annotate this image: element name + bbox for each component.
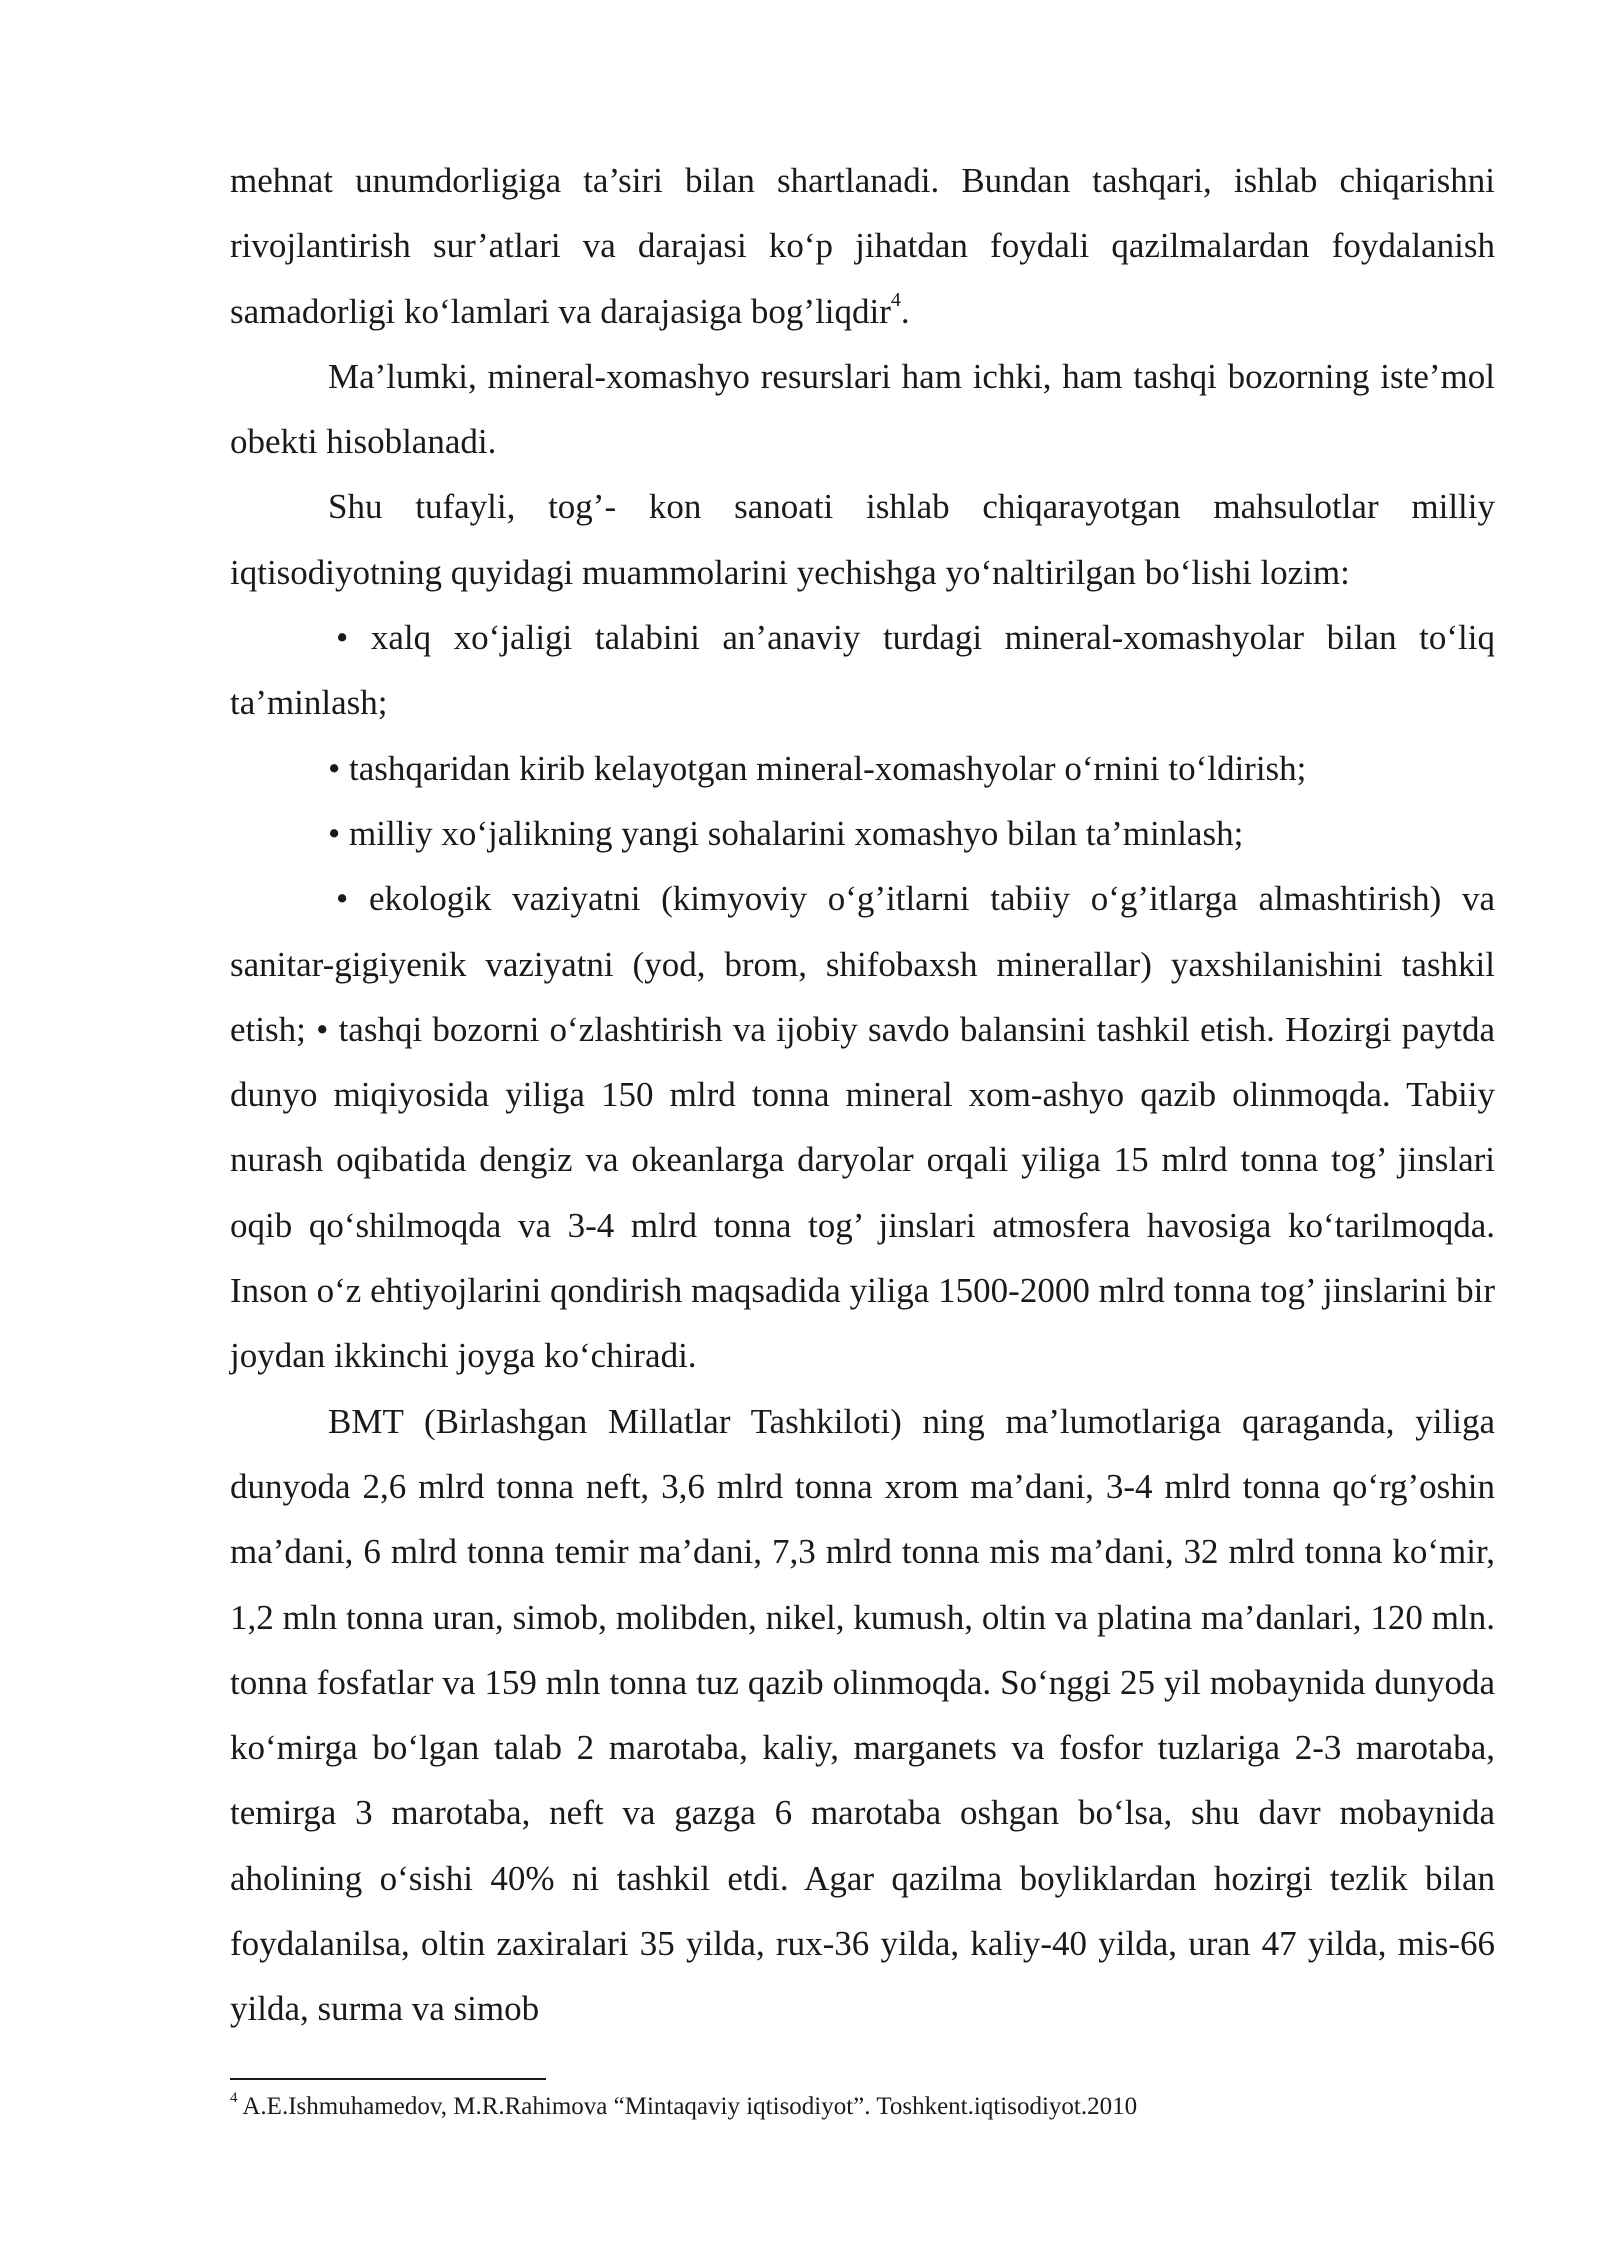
bullet-item-3: • milliy xoʻjalikning yangi sohalarini xomashyo bilan ta’minlash; <box>328 813 1244 853</box>
bullet-item-2: • tashqaridan kirib kelayotgan mineral-xomashyolar oʻrnini toʻldirish; <box>328 748 1307 788</box>
paragraph-1 <box>230 148 1495 344</box>
document-body <box>230 148 1495 2042</box>
footnote-text: A.E.Ishmuhamedov, M.R.Rahimova “Mintaqaviy iqtisodiyot”. Toshkent.iqtisodiyot.2010 <box>237 2093 1138 2120</box>
footnote-reference[interactable]: 4 <box>890 288 901 311</box>
paragraph-2: Ma’lumki, mineral-xomashyo resurslari ham ichki, ham tashqi bozorning iste’mol obekti hisoblanadi. <box>230 356 1495 462</box>
paragraph-4: BMT (Birlashgan Millatlar Tashkiloti) ning ma’lumotlariga qaraganda, yiliga dunyoda 2,6 mlrd tonna neft, 3,6 mlrd tonna xrom ma’dani, 3-4 mlrd tonna qoʻrg’oshin ma’dani, 6 mlrd tonna temir ma’dani, 7,3 mlrd tonna mis ma’dani, 32 mlrd tonna koʻmir, 1,2 mln tonna uran, simob, molibden, nikel, kumush, oltin va platina ma’danlari, 120 mln. tonna fosfatlar va 159 mln tonna tuz qazib olinmoqda. Soʻnggi 25 yil mobaynida dunyoda koʻmirga boʻlgan talab 2 marotaba, kaliy, marganets va fosfor tuzlariga 2-3 marotaba, temirga 3 marotaba, neft va gazga 6 marotaba oshgan boʻlsa, shu davr mobaynida aholining oʻsishi 40% ni tashkil etdi. Agar qazilma boyliklardan hozirgi tezlik bilan foydalanilsa, oltin zaxiralari 35 yilda, rux-36 yilda, kaliy-40 yilda, uran 47 yilda, mis-66 yilda, surma va simob <box>230 1401 1495 2029</box>
paragraph-1-end: . <box>900 291 910 331</box>
bullet-item-1: • xalq xoʻjaligi talabini an’anaviy turdagi mineral-xomashyolar bilan toʻliq ta’minlash; <box>230 618 1495 723</box>
bullet-item-4: • ekologik vaziyatni (kimyoviy oʻg’itlarni tabiiy oʻg’itlarga almashtirish) va sanitar-gigiyenik vaziyatni (yod, brom, shifobaxsh minerallar) yaxshilanishini tashkil etish; • tashqi bozorni oʻzlashtirish va ijobiy savdo balansini tashkil etish. Hozirgi paytda dunyo miqiyosida yiliga 150 mlrd tonna mineral xom-ashyo qazib olinmoqda. Tabiiy nurash oqibatida dengiz va okeanlarga daryolar orqali yiliga 15 mlrd tonna tog’ jinslari oqib qoʻshilmoqda va 3-4 mlrd tonna tog’ jinslari atmosfera havosiga koʻtarilmoqda. Inson oʻz ehtiyojlarini qondirish maqsadida yiliga 1500-2000 mlrd tonna tog’ jinslarini bir joydan ikkinchi joyga koʻchiradi. <box>230 879 1495 1376</box>
footnote <box>230 2090 1495 2124</box>
footnote-mark: 4 <box>230 2089 238 2106</box>
paragraph-1-text: mehnat unumdorligiga ta’siri bilan shartlanadi. Bundan tashqari, ishlab chiqarishni rivojlantirish sur’atlari va darajasi koʻp jihatdan foydali qazilmalardan foydalanish samadorligi koʻlamlari va darajasiga bog’liqdir <box>230 161 1495 331</box>
footnote-separator <box>230 2078 546 2080</box>
paragraph-3: Shu tufayli, tog’- kon sanoati ishlab chiqarayotgan mahsulotlar milliy iqtisodiyotning quyidagi muammolarini yechishga yoʻnaltirilgan boʻlishi lozim: <box>230 487 1495 592</box>
